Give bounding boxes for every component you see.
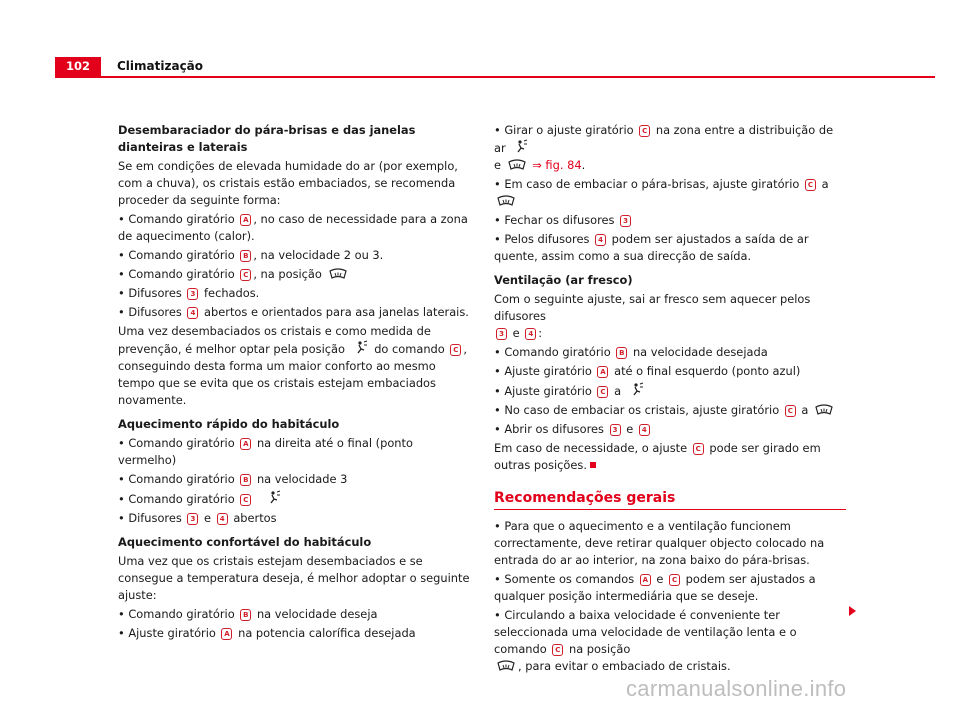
bullet-text: na potencia calorífica desejada bbox=[238, 626, 416, 640]
bullet-text: • Circulando a baixa velocidade é conveniente ter seleccionada uma velocidade de ventilação lenta e o comando bbox=[494, 608, 797, 656]
header-rule bbox=[55, 76, 935, 78]
paragraph-ventilation bbox=[494, 291, 846, 342]
control-ref: A bbox=[221, 628, 232, 640]
bullet-text: na direita até o final (ponto vermelho) bbox=[118, 436, 413, 467]
bullet-text: podem ser ajustados a saída de ar quente, assim como a sua direcção de saída. bbox=[494, 232, 809, 263]
paragraph-text: : bbox=[538, 326, 543, 340]
paragraph-demist-intro: Se em condições de elevada humidade do ar (por exemplo, com a chuva), os cristais estão embaciados, se recomenda proceder da seguinte forma: bbox=[118, 159, 458, 207]
bullet-text: • Em caso de embaciar o pára-brisas, ajuste giratório bbox=[494, 177, 800, 191]
bullet-text: , no caso de necessidade para a zona de aquecimento (calor). bbox=[118, 212, 468, 243]
bullet-text: • Difusores bbox=[118, 305, 182, 319]
bullet-item bbox=[494, 421, 846, 438]
bullet-text: • Somente os comandos bbox=[494, 572, 635, 586]
bullet-text: • Difusores bbox=[118, 286, 182, 300]
vent-ref: 3 bbox=[496, 328, 507, 340]
bullet-text: • Difusores bbox=[118, 511, 182, 525]
bullet-item bbox=[118, 471, 470, 488]
control-ref: C bbox=[450, 344, 461, 356]
bullet-text: na velocidade desejada bbox=[632, 345, 768, 359]
bullet-item bbox=[494, 402, 846, 419]
vent-ref: 4 bbox=[595, 234, 606, 246]
vent-ref: 3 bbox=[187, 288, 198, 300]
heading-fast-heating: Aquecimento rápido do habitáculo bbox=[118, 417, 340, 431]
bullet-item bbox=[494, 363, 846, 380]
air-distribution-icon bbox=[352, 340, 368, 356]
bullet-item bbox=[494, 382, 846, 400]
bullet-text: • Girar o ajuste giratório bbox=[494, 123, 634, 137]
bullet-text: até o final esquerdo (ponto azul) bbox=[614, 364, 801, 378]
vent-ref: 4 bbox=[639, 424, 650, 436]
vent-ref: 3 bbox=[610, 424, 621, 436]
bullet-text: . bbox=[581, 158, 586, 172]
control-ref: A bbox=[597, 366, 608, 378]
bullet-text: • Comando giratório bbox=[118, 267, 235, 281]
control-ref: A bbox=[640, 574, 651, 586]
vent-ref: 3 bbox=[620, 215, 631, 227]
bullet-text: • Comando giratório bbox=[494, 345, 611, 359]
paragraph-text: Em caso de necessidade, o ajuste bbox=[494, 441, 688, 455]
bullet-text: e bbox=[494, 158, 502, 172]
bullet-text: • Comando giratório bbox=[118, 492, 235, 506]
vent-ref: 4 bbox=[187, 307, 198, 319]
control-ref: A bbox=[240, 438, 251, 450]
bullet-text: • Comando giratório bbox=[118, 212, 235, 226]
bullet-text: • Pelos difusores bbox=[494, 232, 590, 246]
bullet-text: e bbox=[626, 422, 634, 436]
bullet-item bbox=[118, 625, 470, 642]
bullet-text: • Ajuste giratório bbox=[494, 364, 592, 378]
bullet-item bbox=[494, 212, 846, 229]
paragraph-comfort: Uma vez que os cristais estejam desembaciados e se consegue a temperatura deseja, é melhor adoptar o seguinte ajuste: bbox=[118, 554, 470, 602]
bullet-text: • Comando giratório bbox=[118, 472, 235, 486]
bullet-text: a bbox=[801, 403, 809, 417]
bullet-item bbox=[118, 304, 470, 321]
left-column bbox=[118, 122, 470, 642]
bullet-item bbox=[494, 231, 846, 265]
control-ref: C bbox=[639, 125, 650, 137]
bullet-item bbox=[118, 247, 470, 264]
control-ref: C bbox=[552, 644, 563, 656]
control-ref: C bbox=[240, 269, 251, 281]
windscreen-demist-icon bbox=[497, 659, 515, 673]
right-column bbox=[494, 122, 846, 675]
control-ref: B bbox=[616, 347, 627, 359]
bullet-text: na zona entre a distribuição de ar bbox=[494, 123, 834, 155]
bullet-text: , na velocidade 2 ou 3. bbox=[253, 248, 384, 262]
control-ref: C bbox=[240, 494, 251, 506]
next-page-arrow-icon bbox=[849, 606, 856, 616]
paragraph-text: do comando bbox=[374, 342, 445, 356]
bullet-item bbox=[118, 606, 470, 623]
air-distribution-icon bbox=[628, 382, 644, 398]
windscreen-demist-icon bbox=[508, 158, 526, 172]
paragraph-text: Uma vez desembaciados os cristais e como medida de prevenção, é melhor optar pela posição bbox=[118, 324, 431, 356]
air-distribution-icon bbox=[512, 139, 528, 155]
bullet-item bbox=[494, 344, 846, 361]
bullet-text: a bbox=[614, 384, 622, 398]
bullet-text: • Ajuste giratório bbox=[494, 384, 592, 398]
control-ref: C bbox=[597, 386, 608, 398]
bullet-text: na posição bbox=[568, 642, 631, 656]
control-ref: C bbox=[805, 179, 816, 191]
control-ref: B bbox=[240, 474, 251, 486]
bullet-item bbox=[494, 176, 846, 210]
paragraph-text: e bbox=[512, 326, 520, 340]
bullet-text: e bbox=[656, 572, 664, 586]
windscreen-demist-icon bbox=[497, 194, 515, 208]
bullet-text: • Comando giratório bbox=[118, 436, 235, 450]
bullet-text: , na posição bbox=[253, 267, 322, 281]
watermark: carmanualsonline.info bbox=[626, 676, 847, 701]
windscreen-demist-icon bbox=[329, 267, 347, 281]
paragraph-other-positions bbox=[494, 440, 846, 474]
bullet-item bbox=[494, 607, 846, 675]
bullet-text: • Fechar os difusores bbox=[494, 213, 615, 227]
vent-ref: 4 bbox=[525, 328, 536, 340]
paragraph-text: , conseguindo desta forma um maior conforto ao mesmo tempo que se evita que os cristais estejam embaciados novamente. bbox=[118, 342, 467, 407]
windscreen-demist-icon bbox=[815, 403, 833, 417]
control-ref: B bbox=[240, 609, 251, 621]
heading-ventilation: Ventilação (ar fresco) bbox=[494, 273, 633, 287]
bullet-text: na velocidade 3 bbox=[256, 472, 348, 486]
bullet-item bbox=[118, 211, 470, 245]
bullet-text: na velocidade deseja bbox=[256, 607, 378, 621]
air-distribution-icon bbox=[260, 490, 282, 506]
bullet-item bbox=[494, 571, 846, 605]
bullet-item bbox=[118, 266, 470, 283]
bullet-text: • Abrir os difusores bbox=[494, 422, 604, 436]
figure-link[interactable]: ⇒ fig. 84 bbox=[532, 158, 582, 172]
control-ref: C bbox=[669, 574, 680, 586]
bullet-item bbox=[494, 122, 846, 174]
paragraph-prevention bbox=[118, 323, 470, 409]
vent-ref: 3 bbox=[187, 513, 198, 525]
bullet-text: podem ser ajustados a qualquer posição intermediária que se deseje. bbox=[494, 572, 816, 603]
heading-demist: Desembaraciador do pára-brisas e das janelas dianteiras e laterais bbox=[118, 123, 416, 154]
bullet-text: e bbox=[204, 511, 212, 525]
bullet-item bbox=[118, 490, 470, 508]
vent-ref: 4 bbox=[217, 513, 228, 525]
paragraph-text: pode ser girado em outras posições. bbox=[494, 441, 821, 472]
section-title-general: Recomendações gerais bbox=[494, 488, 846, 510]
bullet-text: • Ajuste giratório bbox=[118, 626, 216, 640]
heading-comfort-heating: Aquecimento confortável do habitáculo bbox=[118, 535, 372, 549]
bullet-item bbox=[118, 435, 470, 469]
bullet-text: , para evitar o embaciado de cristais. bbox=[518, 659, 731, 673]
bullet-text: • Comando giratório bbox=[118, 248, 235, 262]
control-ref: A bbox=[240, 214, 251, 226]
bullet-item bbox=[118, 285, 470, 302]
end-of-section-marker bbox=[590, 462, 596, 468]
bullet-text: • Comando giratório bbox=[118, 607, 235, 621]
control-ref: C bbox=[693, 443, 704, 455]
bullet-text: • No caso de embaciar os cristais, ajuste giratório bbox=[494, 403, 780, 417]
bullet-item: • Para que o aquecimento e a ventilação funcionem correctamente, deve retirar qualquer objecto colocado na entrada do ar ao interior, na zona baixo do pára-brisas. bbox=[494, 519, 825, 567]
bullet-text: a bbox=[821, 177, 829, 191]
bullet-text: abertos e orientados para asa janelas laterais. bbox=[204, 305, 469, 319]
paragraph-text: Com o seguinte ajuste, sai ar fresco sem aquecer pelos difusores bbox=[494, 292, 811, 323]
bullet-text: abertos bbox=[233, 511, 277, 525]
chapter-title: Climatização bbox=[117, 59, 204, 73]
bullet-text: fechados. bbox=[204, 286, 260, 300]
control-ref: B bbox=[240, 250, 251, 262]
page-number: 102 bbox=[55, 57, 101, 76]
bullet-item bbox=[118, 510, 470, 527]
control-ref: C bbox=[785, 405, 796, 417]
